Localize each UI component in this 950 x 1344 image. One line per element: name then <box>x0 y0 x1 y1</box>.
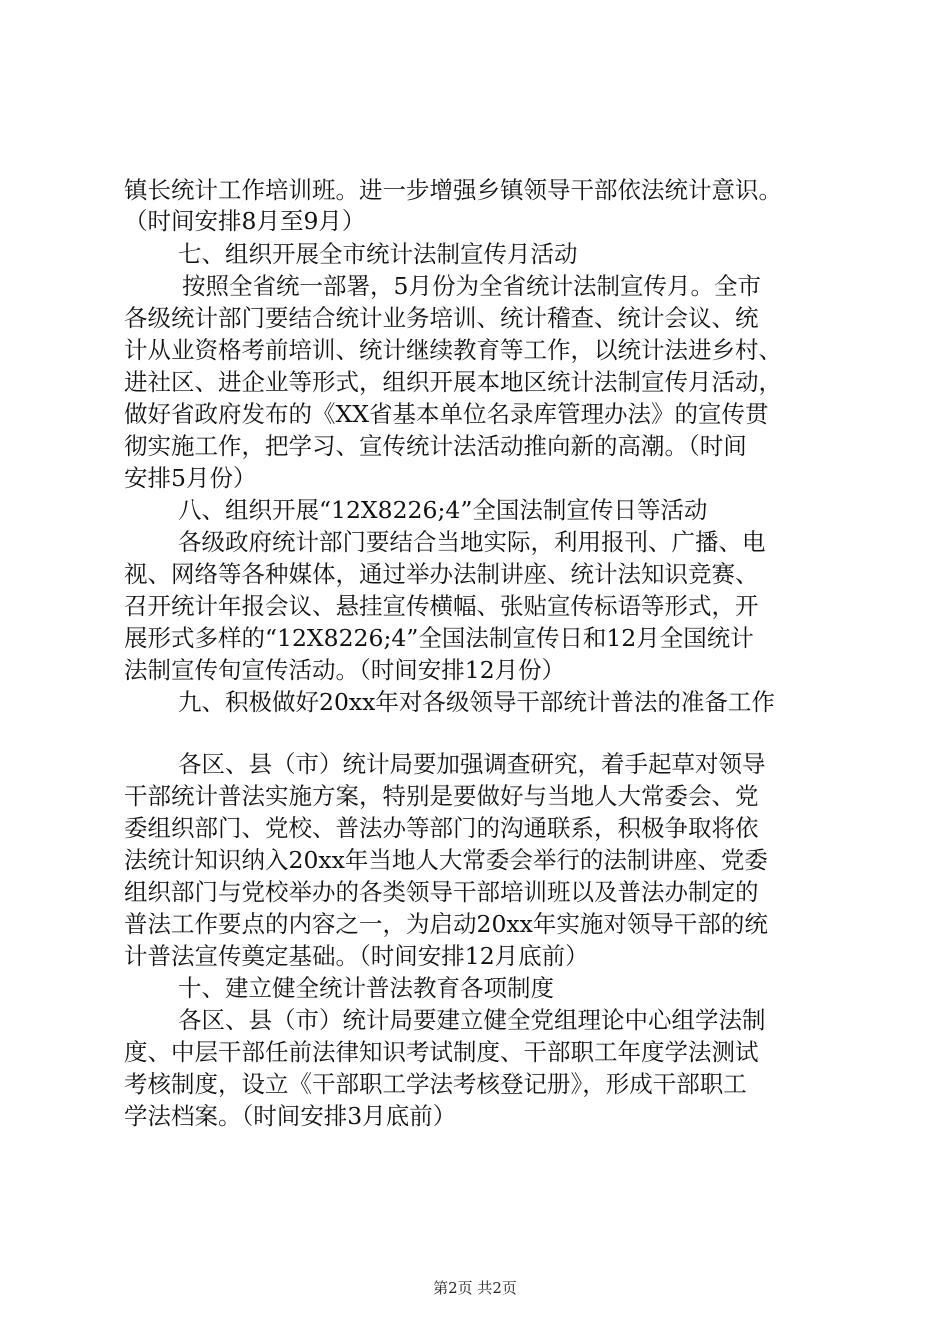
text-line-9: 彻实施工作，把学习、宣传统计法活动推向新的高潮。（时间 <box>124 432 747 460</box>
text-line-4: 按照全省统一部署，5月份为全省统计法制宣传月。全市 <box>182 272 761 300</box>
heading-7: 七、组织开展全市统计法制宣传月活动 <box>178 240 578 268</box>
text-line-19: 干部统计普法实施方案，特别是要做好与当地人大常委会、党 <box>124 782 759 810</box>
text-line-26: 各区、县（市）统计局要建立健全党组理论中心组学法制 <box>178 1006 766 1034</box>
text-line-16: 法制宣传旬宣传活动。（时间安排12月份） <box>124 656 566 684</box>
text-line-6: 计从业资格考前培训、统计继续教育等工作，以统计法进乡村、 <box>124 336 782 364</box>
text-line-14: 召开统计年报会议、悬挂宣传横幅、张贴宣传标语等形式，开 <box>124 592 759 620</box>
text-line-28: 考核制度，设立《干部职工学法考核登记册》，形成干部职工 <box>124 1070 747 1098</box>
text-line-24: 计普法宣传奠定基础。（时间安排12月底前） <box>124 942 589 970</box>
text-line-15: 展形式多样的“12X8226;4”全国法制宣传日和12月全国统计 <box>124 624 754 652</box>
text-line-10: 安排5月份） <box>124 464 257 492</box>
page-footer: 第2页 共2页 <box>433 1279 517 1297</box>
text-line-2: （时间安排8月至9月） <box>124 207 366 235</box>
text-line-13: 视、网络等各种媒体，通过举办法制讲座、统计法知识竞赛、 <box>124 560 759 588</box>
text-line-22: 组织部门与党校举办的各类领导干部培训班以及普法办制定的 <box>124 878 759 906</box>
text-line-8: 做好省政府发布的《XX省基本单位名录库管理办法》的宣传贯 <box>124 400 769 428</box>
text-line-20: 委组织部门、党校、普法办等部门的沟通联系，积极争取将依 <box>124 814 759 842</box>
text-line-1: 镇长统计工作培训班。进一步增强乡镇领导干部依法统计意识。 <box>124 176 782 204</box>
heading-10: 十、建立健全统计普法教育各项制度 <box>178 974 554 1002</box>
text-line-18: 各区、县（市）统计局要加强调查研究，着手起草对领导 <box>178 750 766 778</box>
text-line-23: 普法工作要点的内容之一，为启动20xx年实施对领导干部的统 <box>124 910 768 938</box>
text-line-29: 学法档案。（时间安排3月底前） <box>124 1102 457 1130</box>
text-line-12: 各级政府统计部门要结合当地实际，利用报刊、广播、电 <box>178 528 766 556</box>
text-line-7: 进社区、进企业等形式，组织开展本地区统计法制宣传月活动， <box>124 368 782 396</box>
text-line-5: 各级统计部门要结合统计业务培训、统计稽查、统计会议、统 <box>124 304 759 332</box>
text-line-21: 法统计知识纳入20xx年当地人大常委会举行的法制讲座、党委 <box>124 846 768 874</box>
heading-8: 八、组织开展“12X8226;4”全国法制宣传日等活动 <box>178 496 708 524</box>
heading-9: 九、积极做好20xx年对各级领导干部统计普法的准备工作 <box>178 688 775 716</box>
text-line-27: 度、中层干部任前法律知识考试制度、干部职工年度学法测试 <box>124 1038 759 1066</box>
